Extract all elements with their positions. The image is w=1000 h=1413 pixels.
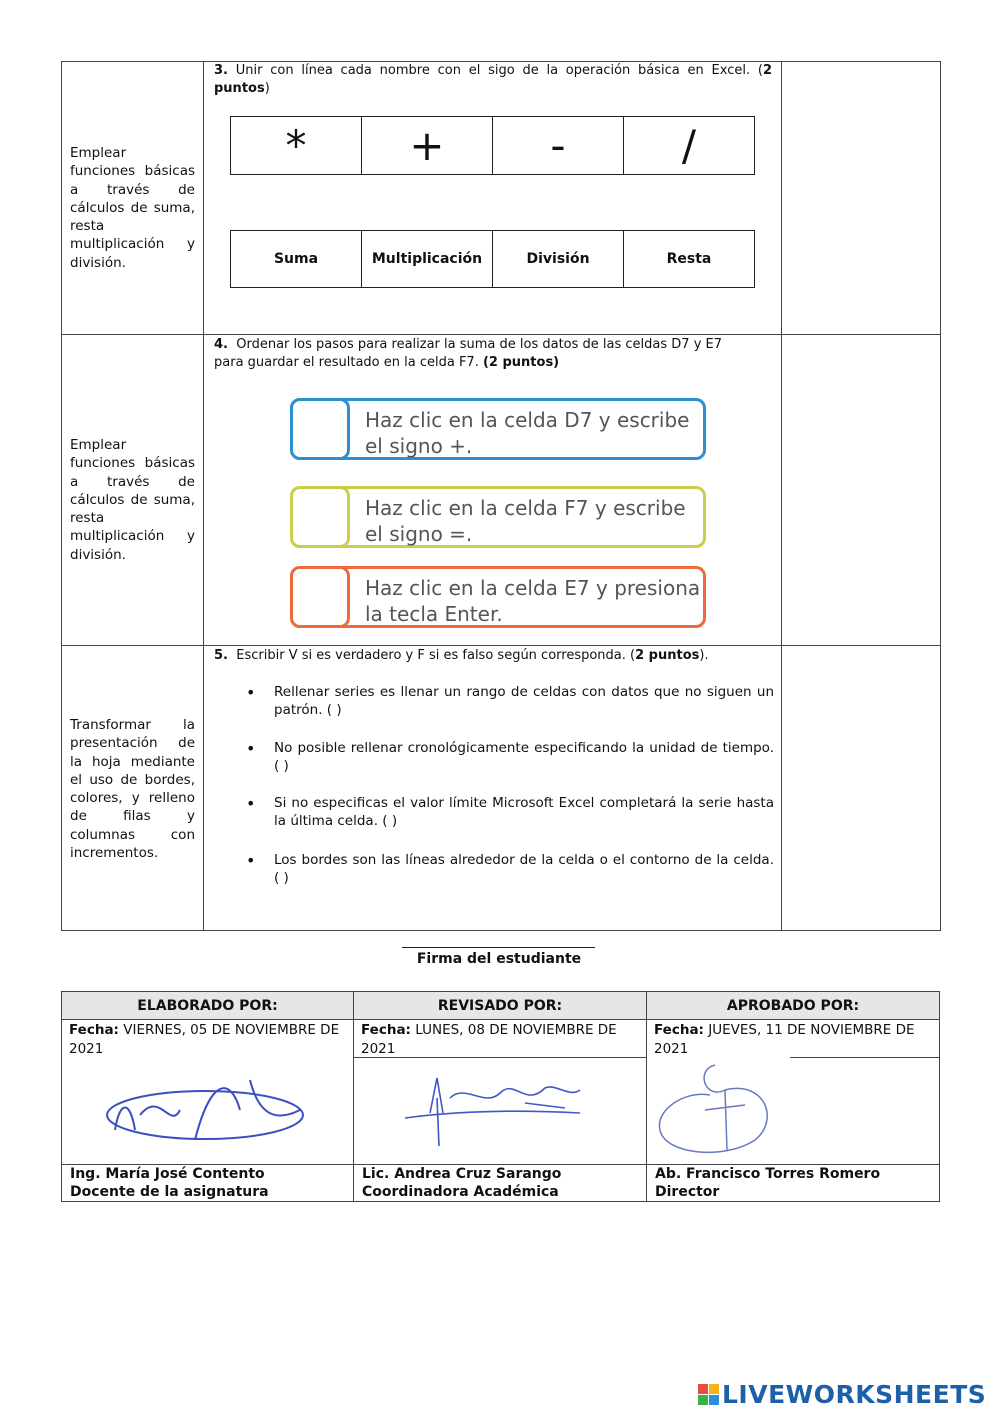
order-box[interactable]	[290, 566, 350, 628]
fecha-value: JUEVES, 11 DE NOVIEMBRE DE 2021	[654, 1022, 915, 1057]
signature-label: Firma del estudiante	[416, 951, 582, 967]
step-card	[290, 486, 706, 548]
bullet: •	[246, 794, 256, 813]
step-text: la tecla Enter.	[365, 602, 503, 626]
signer-name: Lic. Andrea Cruz Sarango	[362, 1166, 562, 1182]
bullet: •	[246, 683, 256, 702]
signer-name: Ing. María José Contento	[70, 1166, 265, 1182]
symbol-minus[interactable]: -	[493, 117, 624, 174]
question-4	[214, 336, 754, 372]
name-resta[interactable]: Resta	[666, 251, 712, 267]
symbols-table	[230, 116, 755, 175]
signature-line	[402, 947, 595, 948]
names-table	[230, 230, 755, 288]
points: 2 puntos	[214, 63, 772, 96]
signature-maria-jose	[100, 1070, 310, 1160]
liveworksheets-logo	[698, 1380, 986, 1409]
signature-andrea	[405, 1068, 585, 1148]
question-text: Ordenar los pasos para realizar la suma de los datos de las celdas D7 y E7 para guardar el resultado en la celda F7.	[214, 337, 723, 370]
step-text: Haz clic en la celda D7 y escribe	[365, 408, 690, 432]
name-division[interactable]: División	[493, 231, 624, 287]
divider	[203, 61, 204, 931]
signer-revisado	[354, 1165, 646, 1201]
step-text: Haz clic en la celda E7 y presiona	[365, 576, 701, 600]
signer-role: Director	[655, 1184, 720, 1200]
fecha-label: Fecha:	[361, 1022, 411, 1038]
tf-item[interactable]: Los bordes son las líneas alrededor de la celda o el contorno de la celda. ( )	[274, 852, 774, 886]
logo-text: LIVEWORKSHEETS	[722, 1380, 987, 1409]
divider	[61, 334, 941, 335]
step-text: el signo =.	[365, 522, 473, 546]
question-number: 3.	[214, 63, 228, 78]
objective-2: Emplear funciones básicas a través de cálculos de suma, resta multiplicación y división.	[70, 437, 195, 563]
paren: )	[264, 81, 270, 96]
question-3	[214, 62, 772, 98]
objective-3: Transformar la presentación de la hoja mediante el uso de bordes, colores, y relleno de filas y columnas con incrementos.	[70, 717, 195, 862]
step-text: Haz clic en la celda F7 y escribe	[365, 496, 686, 520]
header-elaborado: ELABORADO POR:	[61, 991, 354, 1020]
divider	[781, 61, 782, 931]
signature-francisco	[655, 1060, 780, 1160]
bullet: •	[246, 851, 256, 870]
objective-1: Emplear funciones básicas a través de cálculos de suma, resta multiplicación y división.	[70, 145, 195, 271]
name-suma[interactable]: Suma	[231, 231, 362, 287]
points: (2 puntos)	[482, 355, 560, 370]
signer-aprobado	[647, 1165, 939, 1201]
fecha-elaborado	[62, 1020, 353, 1060]
question-number: 5.	[214, 648, 228, 663]
tf-item[interactable]: Rellenar series es llenar un rango de celdas con datos que no siguen un patrón. ( )	[274, 684, 774, 718]
header-revisado: REVISADO POR:	[353, 991, 647, 1020]
logo-icon	[698, 1384, 719, 1405]
step-card	[290, 566, 706, 628]
divider	[61, 645, 941, 646]
fecha-label: Fecha:	[69, 1022, 119, 1038]
fecha-label: Fecha:	[654, 1022, 704, 1038]
question-text: Unir con línea cada nombre con el sigo de la operación básica en Excel. (	[235, 63, 763, 78]
question-text: Escribir V si es verdadero y F si es falso según corresponda. (	[236, 648, 636, 663]
step-card	[290, 398, 706, 460]
signer-elaborado	[62, 1165, 353, 1201]
tf-item[interactable]: No posible rellenar cronológicamente especificando la unidad de tiempo. ( )	[274, 740, 774, 774]
fecha-revisado	[354, 1020, 646, 1060]
name-multiplicacion[interactable]: Multiplicación	[362, 231, 493, 287]
paren: ).	[699, 648, 709, 663]
points: 2 puntos	[635, 648, 700, 663]
question-number: 4.	[214, 337, 228, 352]
order-box[interactable]	[290, 486, 350, 548]
signer-name: Ab. Francisco Torres Romero	[655, 1166, 881, 1182]
header-aprobado: APROBADO POR:	[646, 991, 940, 1020]
signer-role: Docente de la asignatura	[70, 1184, 269, 1200]
fecha-value: LUNES, 08 DE NOVIEMBRE DE 2021	[361, 1022, 617, 1057]
symbol-divide[interactable]: /	[681, 121, 697, 170]
symbol-multiply[interactable]: *	[231, 117, 362, 174]
bullet: •	[246, 739, 256, 758]
signer-role: Coordinadora Académica	[362, 1184, 559, 1200]
fecha-aprobado	[647, 1020, 939, 1060]
question-5	[214, 647, 774, 665]
fecha-value: VIERNES, 05 DE NOVIEMBRE DE 2021	[69, 1022, 340, 1057]
step-text: el signo +.	[365, 434, 473, 458]
symbol-plus[interactable]: +	[362, 117, 493, 174]
order-box[interactable]	[290, 398, 350, 460]
tf-item[interactable]: Si no especificas el valor límite Microsoft Excel completará la serie hasta la última celda. ( )	[274, 795, 774, 829]
